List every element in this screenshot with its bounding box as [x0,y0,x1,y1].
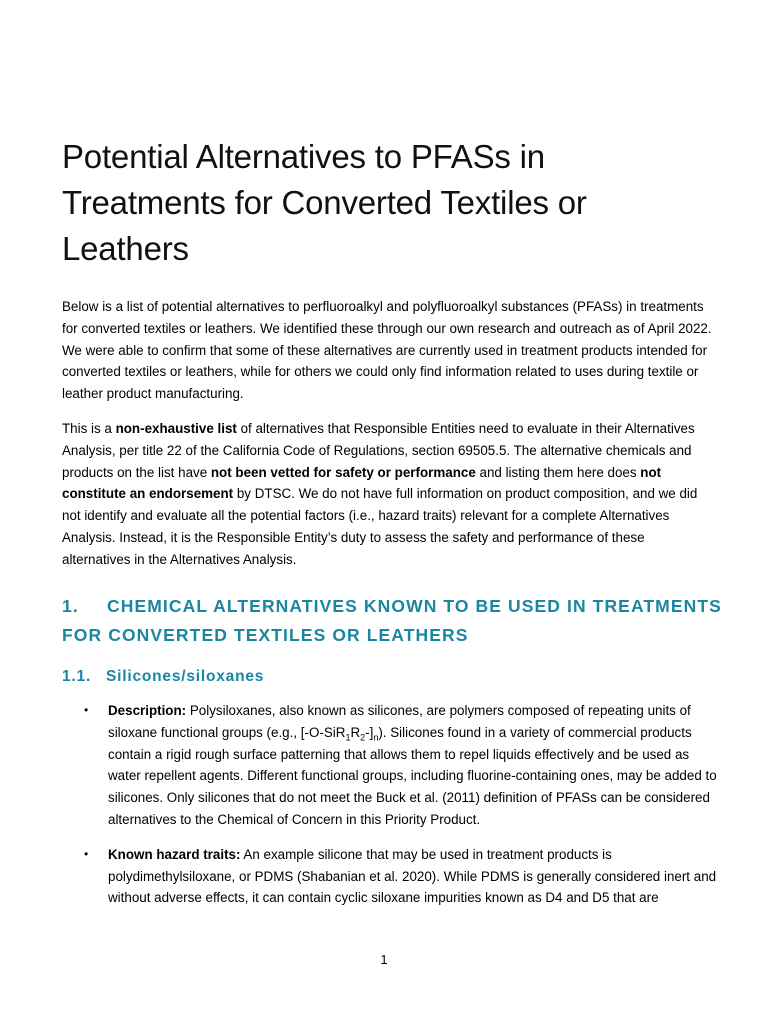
formula-subscript: n [373,732,379,743]
formula-text: R [350,724,361,740]
section-1-heading [62,592,722,650]
intro-paragraph: Below is a list of potential alternatives to perfluoroalkyl and polyfluoroalkyl substances (PFASs) in treatments for converted textiles or leathers. We identified these through our own research and outreach as of April 2022. We were able to confirm that some of these alternatives are currently used in treatment products intended for converted textiles or leathers, while for others we could only find information related to uses during textile or leather product manufacturing. [62,299,712,402]
section-1-1-title: Silicones/siloxanes [106,668,265,685]
formula-text: -] [365,724,374,740]
section-1-title: CHEMICAL ALTERNATIVES KNOWN TO BE USED IN TREATMENTS FOR CONVERTED TEXTILES OR LEATHERS [62,596,722,645]
bullet-text: ). Silicones found in a variety of commercial products contain a rigid rough surface patterning that allows them to repel liquids effectively and be used as water repellent agents. Different functional groups, including fluorine-containing ones, may be added to silicones. Only silicones that do not meet the Buck et al. (2011) definition of PFASs can be considered alternatives to the Chemical of Concern in this Priority Product. [108,724,717,827]
section-1-1-number: 1.1. [62,668,92,685]
bullet-list [62,700,722,922]
section-1-number: 1. [62,596,79,616]
disclaimer-bold-2: not been vetted for safety or performance [210,464,476,480]
bullet-icon: • [84,846,89,861]
page-number: 1 [380,952,388,967]
bullet-icon: • [84,703,89,717]
bullet-text: Polysiloxanes, also known as silicones, are polymers composed of repeating units of siloxane functional groups (e.g., [-O-SiR [108,703,691,740]
disclaimer-bold-1: non-exhaustive list [115,421,237,436]
list-item-description [62,700,722,831]
document-title: Potential Alternatives to PFASs in Treatments for Converted Textiles or Leathers [62,138,587,267]
disclaimer-text-2: of alternatives that Responsible Entities need to evaluate in their Alternatives Analysis, per title 22 of the California Code of Regulations, section 69505.5. The alternative chemicals and products on the list have [62,421,695,480]
formula-subscript: 2 [360,732,366,743]
disclaimer-text-3: and listing them here does [475,464,641,480]
bullet-label: Description: [108,703,187,718]
disclaimer-paragraph [62,418,712,571]
disclaimer-text-4: by DTSC. We do not have full information on product composition, and we did not identify and evaluate all the potential factors (i.e., hazard traits) relevant for a complete Alternatives Analysis. Instead, it is the Responsible Entity’s duty to assess the safety and performance of these alternatives in the Alternatives Analysis. [62,486,698,567]
list-item-hazard-traits [62,844,722,909]
section-1-1-heading [62,666,264,688]
disclaimer-text-1: This is a [62,421,116,436]
formula-subscript: 1 [345,732,351,743]
bullet-label: Known hazard traits: [108,846,241,862]
disclaimer-bold-3: not constitute an endorsement [62,464,662,502]
bullet-text: An example silicone that may be used in treatment products is polydimethylsiloxane, or PDMS (Shabanian et al. 2020). While PDMS is generally considered inert and without adverse effects, it can contain cyclic siloxane impurities known as D4 and D5 that are [108,846,717,906]
